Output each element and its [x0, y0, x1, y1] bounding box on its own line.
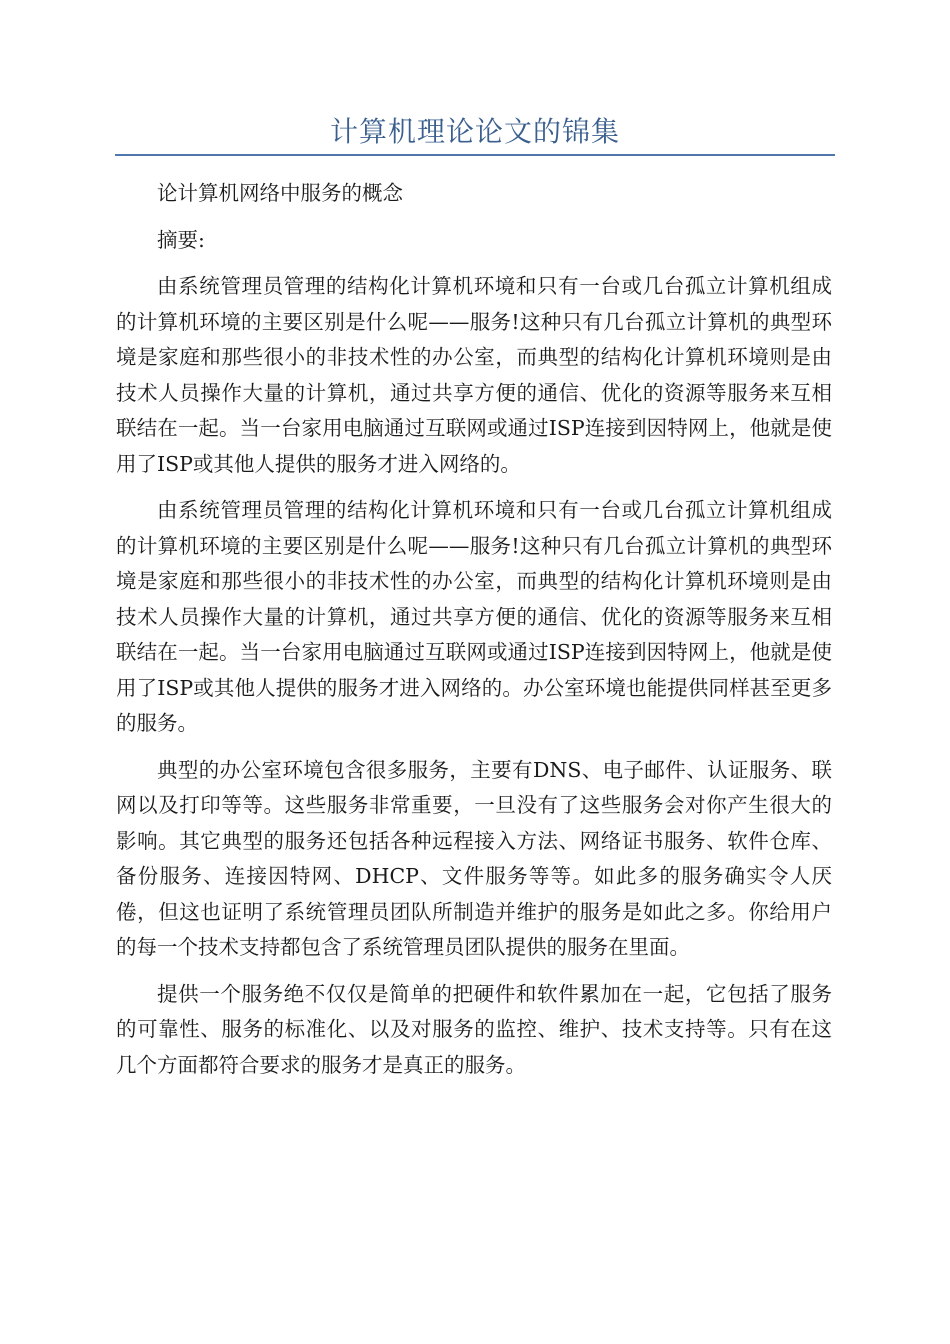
document-title: 计算机理论论文的锦集 [329, 115, 620, 148]
document-body [116, 176, 832, 1083]
title-underline [115, 154, 835, 156]
abstract-label: 摘要: [157, 227, 205, 252]
body-paragraph-3: 典型的办公室环境包含很多服务，主要有DNS、电子邮件、认证服务、联网以及打印等等。这些服务非常重要，一旦没有了这些服务会对你产生很大的影响。其它典型的服务还包括各种远程接入方法、网络证书服务、软件仓库、备份服务、连接因特网、DHCP、文件服务等等。如此多的服务确实令人厌倦，但这也证明了系统管理员团队所制造并维护的服务是如此之多。你给用户的每一个技术支持都包含了系统管理员团队提供的服务在里面。 [116, 757, 832, 959]
body-paragraph-1: 由系统管理员管理的结构化计算机环境和只有一台或几台孤立计算机组成的计算机环境的主要区别是什么呢——服务!这种只有几台孤立计算机的典型环境是家庭和那些很小的非技术性的办公室，而典型的结构化计算机环境则是由技术人员操作大量的计算机，通过共享方便的通信、优化的资源等服务来互相联结在一起。当一台家用电脑通过互联网或通过ISP连接到因特网上，他就是使用了ISP或其他人提供的服务才进入网络的。 [116, 274, 832, 476]
subtitle-paragraph: 论计算机网络中服务的概念 [157, 181, 403, 205]
body-paragraph-2: 由系统管理员管理的结构化计算机环境和只有一台或几台孤立计算机组成的计算机环境的主要区别是什么呢——服务!这种只有几台孤立计算机的典型环境是家庭和那些很小的非技术性的办公室，而典型的结构化计算机环境则是由技术人员操作大量的计算机，通过共享方便的通信、优化的资源等服务来互相联结在一起。当一台家用电脑通过互联网或通过ISP连接到因特网上，他就是使用了ISP或其他人提供的服务才进入网络的。办公室环境也能提供同样甚至更多的服务。 [116, 498, 832, 735]
body-paragraph-4: 提供一个服务绝不仅仅是简单的把硬件和软件累加在一起，它包括了服务的可靠性、服务的标准化、以及对服务的监控、维护、技术支持等。只有在这几个方面都符合要求的服务才是真正的服务。 [116, 981, 832, 1077]
